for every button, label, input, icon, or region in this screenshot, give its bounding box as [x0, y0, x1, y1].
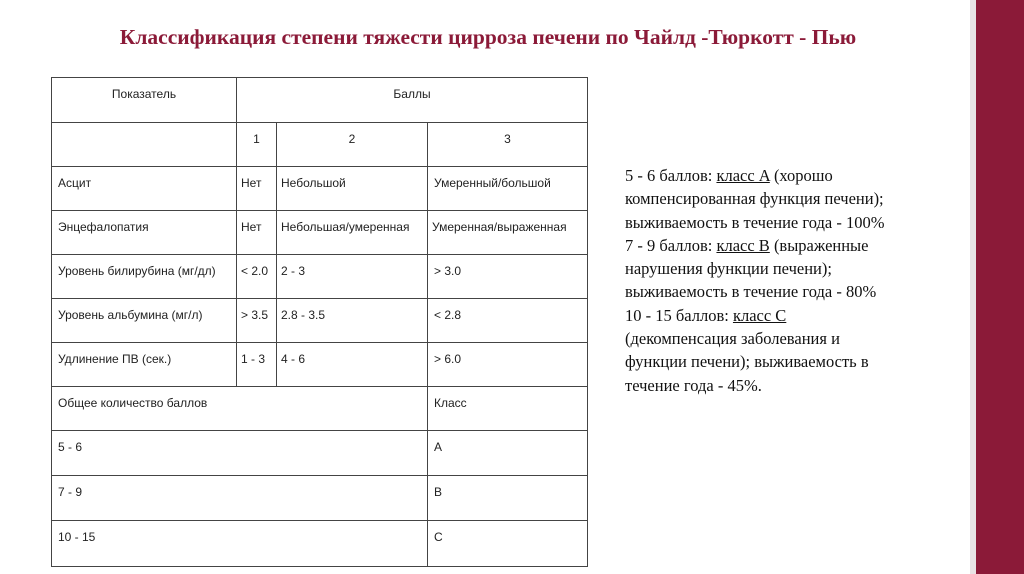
- class-a-label: класс A: [716, 166, 770, 185]
- totals-range: 5 - 6: [52, 431, 428, 476]
- row-points-1: Нет: [237, 167, 277, 211]
- totals-range: 10 - 15: [52, 521, 428, 567]
- desc-line: [625, 164, 945, 187]
- row-indicator: Уровень альбумина (мг/л): [52, 299, 237, 343]
- desc-text: (хорошо: [769, 166, 833, 185]
- slide-title: Классификация степени тяжести цирроза печени по Чайлд -Тюркотт - Пью: [119, 25, 857, 49]
- class-b-label: класс B: [716, 235, 770, 255]
- table-row: [52, 167, 588, 211]
- desc-line: [625, 234, 945, 257]
- totals-range: 7 - 9: [52, 476, 428, 521]
- row-points-3: > 3.0: [428, 255, 588, 299]
- totals-header-label: Общее количество баллов: [52, 387, 428, 431]
- totals-class: C: [428, 521, 588, 567]
- row-points-2: Небольшая/умеренная: [277, 211, 428, 255]
- child-pugh-table: [51, 77, 588, 567]
- subheader-3: 3: [428, 123, 588, 167]
- table-header-row: [52, 78, 588, 123]
- header-points: Баллы: [237, 78, 588, 123]
- class-c-label: класс C: [732, 305, 787, 325]
- desc-line: течение года - 45%.: [625, 375, 762, 395]
- row-points-2: 2 - 3: [277, 255, 428, 299]
- desc-text: (выраженные: [769, 235, 869, 255]
- desc-line: [625, 304, 945, 327]
- table-row: [52, 211, 588, 255]
- header-indicator: Показатель: [52, 78, 237, 123]
- decorative-band: [976, 0, 1024, 574]
- desc-text: 5 - 6 баллов:: [625, 166, 717, 185]
- row-points-1: Нет: [237, 211, 277, 255]
- row-points-3: Умеренная/выраженная: [428, 211, 588, 255]
- row-points-1: < 2.0: [237, 255, 277, 299]
- row-indicator: Энцефалопатия: [52, 211, 237, 255]
- row-points-3: Умеренный/большой: [428, 167, 588, 211]
- desc-line: выживаемость в течение года - 80%: [625, 282, 877, 302]
- totals-header-class: Класс: [428, 387, 588, 431]
- table-row: [52, 299, 588, 343]
- row-indicator: Удлинение ПВ (сек.): [52, 343, 237, 387]
- row-points-2: Небольшой: [277, 167, 428, 211]
- row-points-2: 2.8 - 3.5: [277, 299, 428, 343]
- row-indicator: Уровень билирубина (мг/дл): [52, 255, 237, 299]
- desc-line: нарушения функции печени);: [625, 259, 832, 279]
- totals-header-row: [52, 387, 588, 431]
- row-points-3: < 2.8: [428, 299, 588, 343]
- row-indicator: Асцит: [52, 167, 237, 211]
- table-row: [52, 255, 588, 299]
- row-points-3: > 6.0: [428, 343, 588, 387]
- table-subheader-row: [52, 123, 588, 167]
- desc-line: функции печени); выживаемость в: [625, 352, 869, 372]
- subheader-empty: [52, 123, 237, 167]
- table-row: [52, 431, 588, 476]
- subheader-2: 2: [277, 123, 428, 167]
- row-points-1: 1 - 3: [237, 343, 277, 387]
- classification-description: [625, 164, 945, 397]
- table-row: [52, 343, 588, 387]
- desc-line: компенсированная функция печени);: [625, 189, 884, 209]
- desc-text: 7 - 9 баллов:: [625, 235, 717, 255]
- table-row: [52, 521, 588, 567]
- desc-line: выживаемость в течение года - 100%: [625, 212, 885, 232]
- desc-line: (декомпенсация заболевания и: [625, 329, 840, 349]
- row-points-1: > 3.5: [237, 299, 277, 343]
- desc-text: 10 - 15 баллов:: [625, 305, 733, 325]
- totals-class: B: [428, 476, 588, 521]
- subheader-1: 1: [237, 123, 277, 167]
- table-row: [52, 476, 588, 521]
- row-points-2: 4 - 6: [277, 343, 428, 387]
- totals-class: A: [428, 431, 588, 476]
